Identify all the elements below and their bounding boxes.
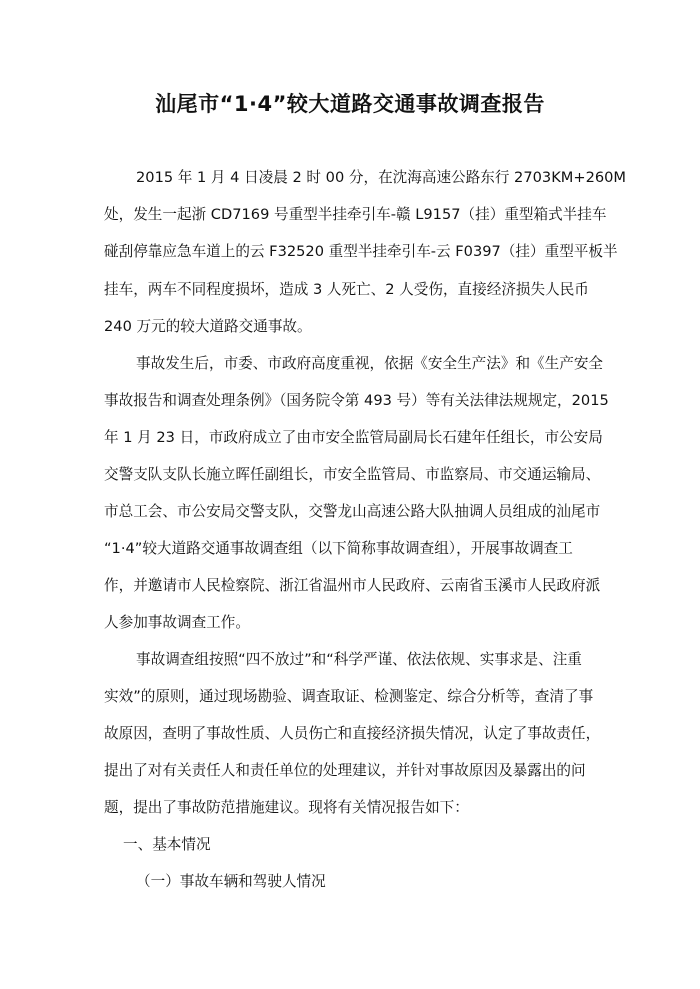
body-line: 作，并邀请市人民检察院、浙江省温州市人民政府、云南省玉溪市人民政府派 — [104, 577, 601, 594]
body-line: 年 1 月 23 日，市政府成立了由市安全监管局副局长石建年任组长，市公安局 — [104, 429, 603, 446]
body-line: 提出了对有关责任人和责任单位的处理建议，并针对事故原因及暴露出的问 — [104, 762, 586, 779]
body-line: 交警支队支队长施立晖任副组长，市安全监管局、市监察局、市交通运输局、 — [104, 466, 601, 483]
body-line: 市总工会、市公安局交警支队，交警龙山高速公路大队抽调人员组成的汕尾市 — [104, 503, 601, 520]
body-line: 事故报告和调查处理条例》（国务院令第 493 号）等有关法律法规规定，2015 — [104, 392, 609, 409]
body-line: 实效”的原则，通过现场勘验、调查取证、检测鉴定、综合分析等，查清了事 — [104, 688, 594, 705]
body-line: 事故发生后，市委、市政府高度重视，依据《安全生产法》和《生产安全 — [136, 355, 604, 372]
body-line: 事故调查组按照“四不放过”和“科学严谨、依法依规、实事求是、注重 — [136, 651, 582, 668]
body-line: 人参加事故调查工作。 — [104, 614, 250, 631]
body-line: 故原因，查明了事故性质、人员伤亡和直接经济损失情况，认定了事故责任， — [104, 725, 601, 742]
section-heading: 一、基本情况 — [123, 836, 211, 853]
body-line: 处，发生一起浙 CD7169 号重型半挂牵引车-赣 L9157（挂）重型箱式半挂车 — [104, 206, 607, 223]
body-line: “1·4”较大道路交通事故调查组（以下简称事故调查组），开展事故调查工 — [104, 540, 573, 557]
body-line: 240 万元的较大道路交通事故。 — [104, 318, 312, 335]
body-line: 题，提出了事故防范措施建议。现将有关情况报告如下： — [104, 799, 469, 816]
body-line: 挂车，两车不同程度损坏，造成 3 人死亡、2 人受伤，直接经济损失人民币 — [104, 281, 589, 298]
report-title: 汕尾市“1·4”较大道路交通事故调查报告 — [155, 92, 545, 116]
body-line: 碰刮停靠应急车道上的云 F32520 重型半挂牵引车-云 F0397（挂）重型平板半 — [104, 243, 618, 260]
body-line: 2015 年 1 月 4 日凌晨 2 时 00 分，在沈海高速公路东行 2703KM+260M — [136, 169, 627, 186]
subsection-heading: （一）事故车辆和驾驶人情况 — [136, 873, 326, 890]
